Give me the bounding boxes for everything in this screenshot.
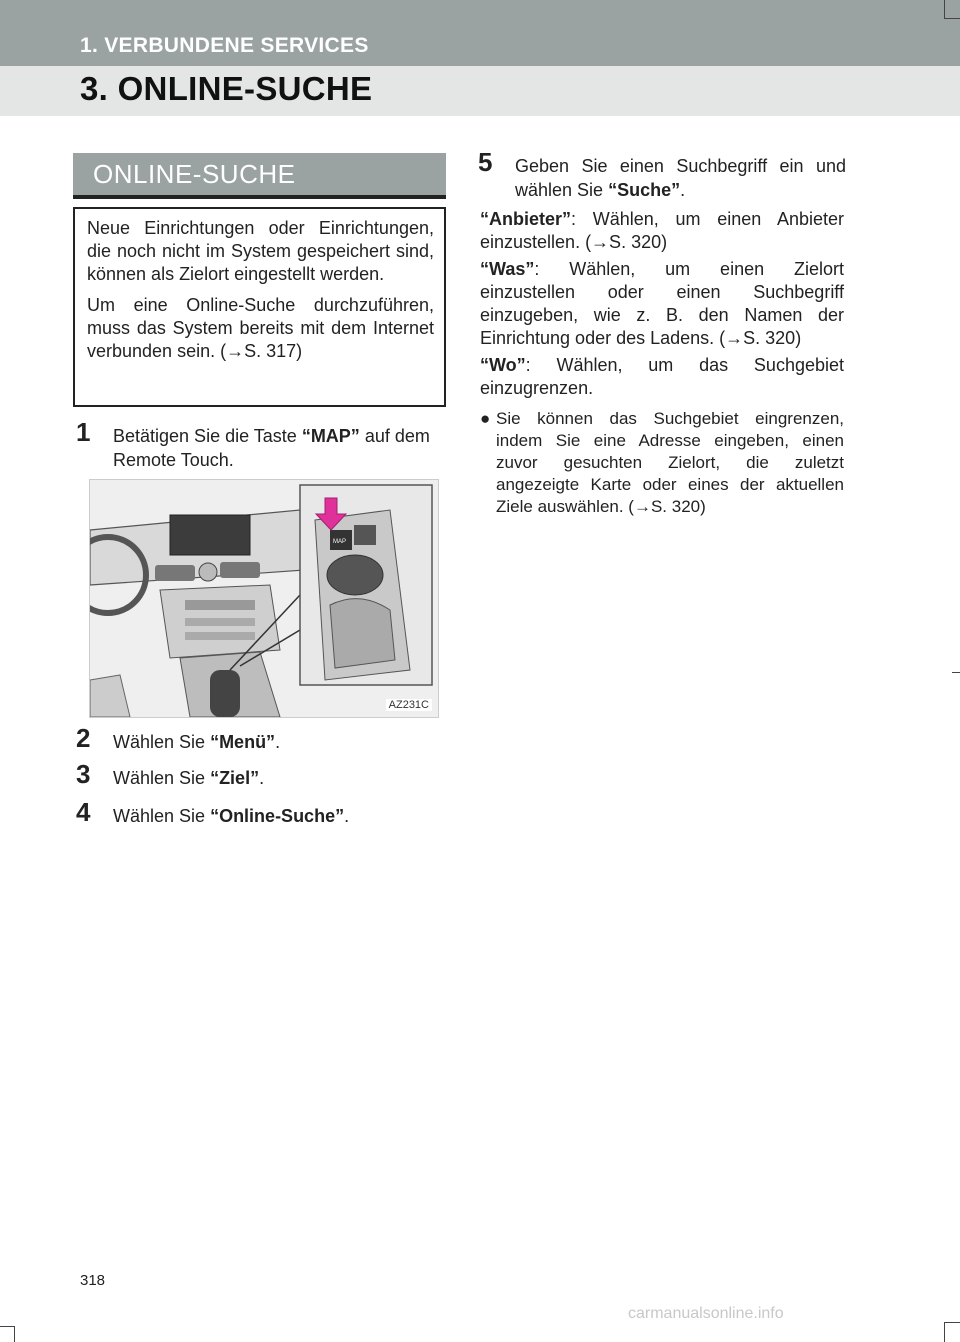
step-key: “Suche”: [608, 180, 681, 200]
info-para-2: Um eine Online-Suche durchzuführen, muss das System bereits mit dem Internet verbunden sein. (→S. 317): [87, 295, 434, 361]
option-anbieter: [480, 208, 844, 254]
bullet-text: Sie können das Suchgebiet eingrenzen, indem Sie eine Adresse eingeben, einen zuvor gesuchten Zielort, die zuletzt angezeigte Karte oder eines der aktuellen Ziele auswählen. (→S. 320): [496, 409, 844, 516]
step-3: [76, 759, 448, 790]
step-text: auf dem Remote Touch.: [113, 426, 430, 470]
page-number: 318: [80, 1272, 106, 1289]
crop-mark: [14, 1326, 15, 1342]
figure-label: AZ231C: [386, 699, 432, 711]
step-text: .: [275, 732, 281, 752]
step-text: .: [259, 768, 265, 788]
step-key: “Menü”: [210, 732, 276, 752]
watermark: carmanualsonline.info: [628, 1305, 784, 1322]
step-key: “MAP”: [301, 426, 360, 446]
page-title: 3. ONLINE-SUCHE: [80, 70, 373, 107]
option-key: “Anbieter”: [480, 209, 572, 229]
step-text: Wählen Sie: [113, 768, 211, 788]
step-5: [478, 147, 846, 202]
step-number: 4: [76, 797, 91, 827]
option-wo: [480, 354, 844, 400]
section-label: 1. VERBUNDENE SERVICES: [80, 34, 369, 57]
dashboard-drawing: [90, 480, 438, 717]
step-text: .: [344, 806, 350, 826]
info-box-rule: [73, 195, 446, 199]
option-was: [480, 258, 844, 350]
options-list: [480, 208, 844, 518]
option-text: : Wählen, um einen Anbieter einzustellen. (→S. 320): [480, 209, 844, 252]
step-number: 3: [76, 759, 91, 789]
crop-mark: [944, 1322, 960, 1323]
option-key: “Was”: [480, 259, 535, 279]
crop-mark: [0, 1326, 14, 1327]
step-2: [76, 723, 448, 754]
step-4: [76, 797, 448, 828]
info-box-heading: ONLINE-SUCHE: [73, 153, 446, 195]
step-number: 1: [76, 417, 91, 447]
dashboard-illustration: [89, 479, 439, 718]
step-1: [76, 417, 448, 472]
option-text: : Wählen, um das Suchgebiet einzugrenzen.: [480, 355, 844, 398]
info-para-1: Neue Einrichtungen oder Einrichtungen, die noch nicht im System gespeichert sind, können als Zielort eingestellt werden.: [87, 218, 434, 284]
step-text: .: [680, 180, 686, 200]
step-text: Betätigen Sie die Taste: [113, 426, 302, 446]
step-key: “Ziel”: [210, 768, 260, 788]
step-text: Wählen Sie: [113, 806, 211, 826]
step-key: “Online-Suche”: [210, 806, 345, 826]
step-number: 2: [76, 723, 91, 753]
bullet-icon: ●: [480, 409, 491, 428]
map-button-label: MAP: [333, 539, 347, 545]
crop-mark: [952, 672, 960, 673]
option-key: “Wo”: [480, 355, 526, 375]
crop-mark: [944, 1322, 945, 1342]
step-text: Geben Sie einen Suchbegriff ein und wählen Sie: [515, 156, 846, 200]
crop-mark: [944, 0, 945, 18]
option-text: : Wählen, um einen Zielort einzustellen oder einen Suchbegriff einzugeben, wie z. B. den Namen der Einrichtung oder des Ladens. (→S. 320): [480, 259, 844, 348]
note-bullet: [480, 408, 844, 518]
info-box: [73, 207, 446, 407]
step-text: Wählen Sie: [113, 732, 211, 752]
crop-mark: [944, 18, 960, 19]
step-number: 5: [478, 147, 493, 177]
